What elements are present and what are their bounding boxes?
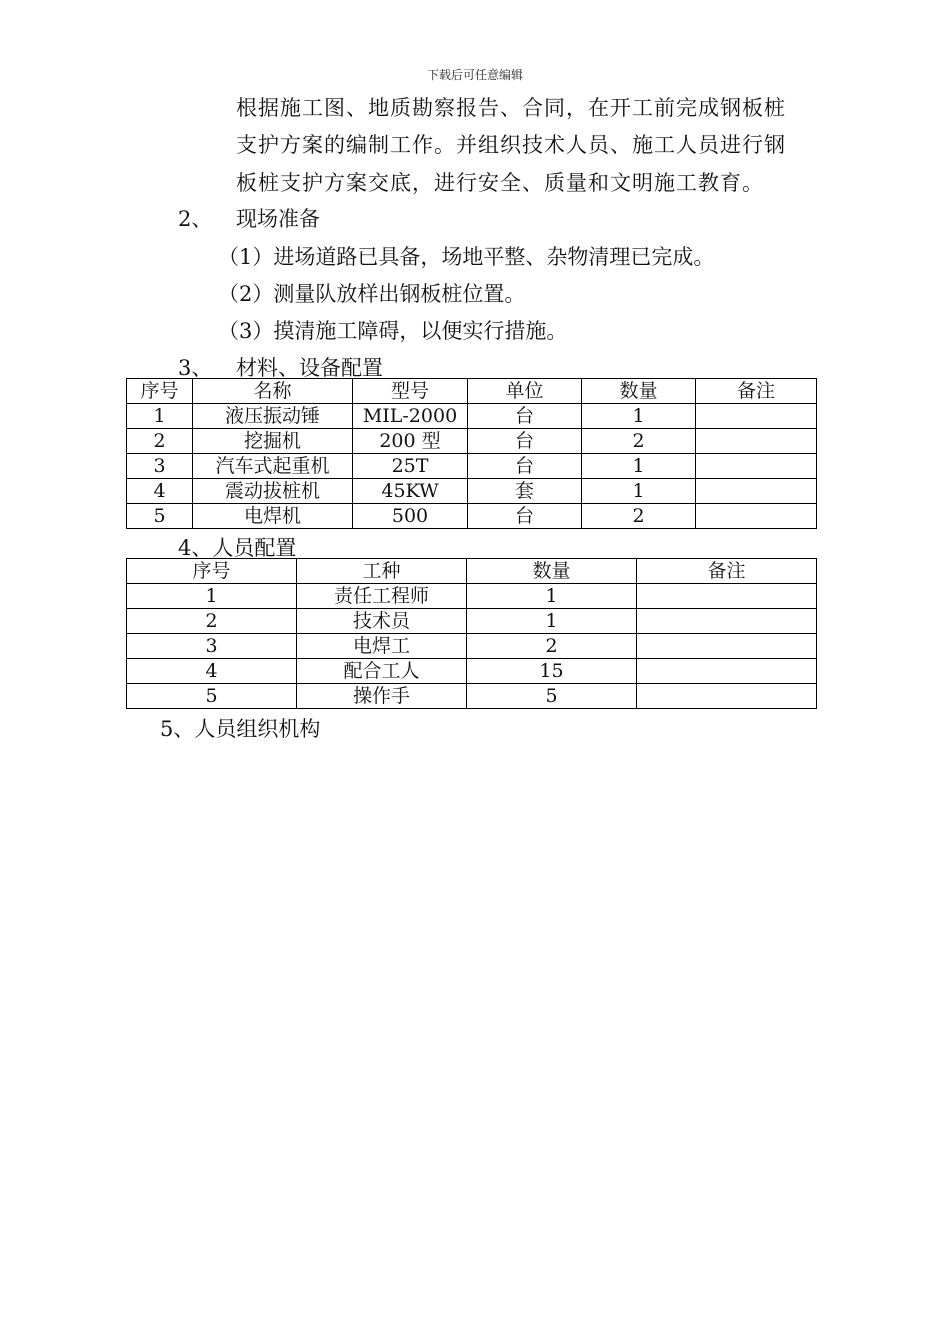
personnel-table-cell	[637, 659, 817, 684]
equipment-table-cell: 500	[353, 504, 468, 529]
personnel-table-row	[127, 634, 817, 659]
personnel-table-header-row	[127, 559, 817, 584]
equipment-table-cell: 200 型	[353, 429, 468, 454]
personnel-table-cell: 5	[127, 684, 297, 709]
personnel-table-cell: 1	[467, 584, 637, 609]
personnel-table-header-cell: 数量	[467, 559, 637, 584]
equipment-table-cell: 1	[127, 404, 193, 429]
equipment-table-header-cell: 备注	[696, 379, 817, 404]
intro-line-1: 根据施工图、地质勘察报告、合同，在开工前完成钢板桩	[236, 96, 786, 120]
personnel-table-header-cell: 备注	[637, 559, 817, 584]
equipment-table-cell: 台	[468, 429, 582, 454]
personnel-table-cell: 3	[127, 634, 297, 659]
personnel-table-row	[127, 659, 817, 684]
equipment-table-row	[127, 479, 817, 504]
section-2-item-3: （3）摸清施工障碍，以便实行措施。	[218, 319, 568, 343]
personnel-table-cell: 5	[467, 684, 637, 709]
personnel-table-cell: 2	[467, 634, 637, 659]
equipment-table-cell: 1	[582, 479, 696, 504]
personnel-table-cell: 1	[127, 584, 297, 609]
personnel-table-cell	[637, 584, 817, 609]
equipment-table-cell: 1	[582, 404, 696, 429]
equipment-table-cell: 3	[127, 454, 193, 479]
personnel-table-row	[127, 684, 817, 709]
section-2-item-1: （1）进场道路已具备，场地平整、杂物清理已完成。	[218, 245, 715, 269]
section-2-number: 2、	[178, 207, 213, 231]
section-4-heading: 4、人员配置	[178, 536, 297, 560]
equipment-table-cell	[696, 479, 817, 504]
equipment-table-cell: 台	[468, 504, 582, 529]
equipment-table-cell: 汽车式起重机	[193, 454, 353, 479]
equipment-table-cell: 震动拔桩机	[193, 479, 353, 504]
equipment-table-header-cell: 名称	[193, 379, 353, 404]
personnel-table-cell: 4	[127, 659, 297, 684]
equipment-table-cell: 台	[468, 454, 582, 479]
equipment-table-cell: 电焊机	[193, 504, 353, 529]
equipment-table-cell: 1	[582, 454, 696, 479]
equipment-table-cell	[696, 404, 817, 429]
personnel-table-cell	[637, 634, 817, 659]
personnel-table-cell: 技术员	[297, 609, 467, 634]
page-header-note: 下载后可任意编辑	[426, 68, 523, 82]
equipment-table-header-cell: 型号	[353, 379, 468, 404]
equipment-table	[126, 378, 817, 529]
section-2-heading	[178, 203, 320, 233]
personnel-table-cell: 操作手	[297, 684, 467, 709]
personnel-table-row	[127, 584, 817, 609]
personnel-table-cell: 责任工程师	[297, 584, 467, 609]
intro-line-3: 板桩支护方案交底，进行安全、质量和文明施工教育。	[236, 171, 764, 195]
equipment-table-row	[127, 404, 817, 429]
equipment-table-row	[127, 454, 817, 479]
equipment-table-cell	[696, 454, 817, 479]
equipment-table-cell	[696, 504, 817, 529]
equipment-table-header-cell: 数量	[582, 379, 696, 404]
equipment-table-cell: MIL-2000	[353, 404, 468, 429]
personnel-table-header-cell: 工种	[297, 559, 467, 584]
personnel-table-cell: 电焊工	[297, 634, 467, 659]
personnel-table-cell: 15	[467, 659, 637, 684]
personnel-table-cell: 配合工人	[297, 659, 467, 684]
equipment-table-cell: 液压振动锤	[193, 404, 353, 429]
equipment-table-cell: 挖掘机	[193, 429, 353, 454]
equipment-table-header-cell: 单位	[468, 379, 582, 404]
equipment-table-cell: 套	[468, 479, 582, 504]
personnel-table-row	[127, 609, 817, 634]
equipment-table-row	[127, 429, 817, 454]
intro-line-2: 支护方案的编制工作。并组织技术人员、施工人员进行钢	[236, 133, 786, 157]
personnel-table-header-cell: 序号	[127, 559, 297, 584]
equipment-table-cell: 45KW	[353, 479, 468, 504]
section-5-heading: 5、人员组织机构	[160, 717, 321, 741]
equipment-table-header-cell: 序号	[127, 379, 193, 404]
personnel-table	[126, 558, 817, 709]
equipment-table-cell: 2	[127, 429, 193, 454]
personnel-table-cell: 2	[127, 609, 297, 634]
equipment-table-cell: 台	[468, 404, 582, 429]
section-3-title: 材料、设备配置	[236, 356, 383, 380]
personnel-table-cell	[637, 609, 817, 634]
section-3-number: 3、	[178, 356, 213, 380]
personnel-table-cell: 1	[467, 609, 637, 634]
section-2-title: 现场准备	[236, 207, 320, 231]
equipment-table-cell: 4	[127, 479, 193, 504]
personnel-table-cell	[637, 684, 817, 709]
equipment-table-cell: 25T	[353, 454, 468, 479]
equipment-table-cell: 2	[582, 504, 696, 529]
equipment-table-header-row	[127, 379, 817, 404]
equipment-table-cell	[696, 429, 817, 454]
equipment-table-cell: 5	[127, 504, 193, 529]
equipment-table-row	[127, 504, 817, 529]
section-2-item-2: （2）测量队放样出钢板桩位置。	[218, 282, 526, 306]
equipment-table-cell: 2	[582, 429, 696, 454]
